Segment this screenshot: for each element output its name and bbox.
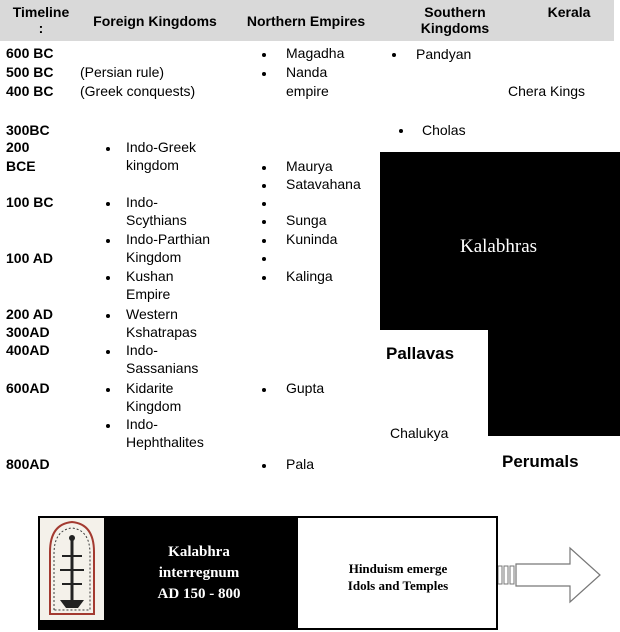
timeline-label: 100 BC [6, 194, 54, 210]
bullet-icon [106, 276, 110, 280]
foreign-kingdom-line: Kidarite [126, 380, 174, 396]
timeline-label: 300AD [6, 324, 50, 340]
timeline-label: 200 AD [6, 306, 53, 322]
foreign-kingdom-line: Kshatrapas [126, 324, 197, 340]
northern-empire-line: Nanda [286, 64, 328, 80]
timeline-label: 300BC [6, 122, 50, 138]
chalukya-label: Chalukya [390, 425, 449, 441]
bullet-icon [262, 276, 266, 280]
bullet-icon [106, 350, 110, 354]
arrow-right-icon [498, 544, 602, 606]
timeline-label: 100 AD [6, 250, 53, 266]
header-timeline: Timeline : [12, 4, 70, 36]
foreign-kingdom-line: Kingdom [126, 249, 182, 265]
header-southern-kingdoms: Southern Kingdoms [420, 4, 490, 36]
banner-right-line: Idols and Temples [347, 578, 449, 593]
banner-title-line: AD 150 - 800 [157, 586, 241, 602]
southern-kingdom-line: Cholas [422, 122, 466, 138]
foreign-kingdom-line: Sassanians [126, 360, 199, 376]
kerala-chera-kings: Chera Kings [508, 83, 586, 99]
foreign-kingdom-line: Indo- [126, 194, 158, 210]
bullet-icon [262, 166, 266, 170]
header-foreign-kingdoms: Foreign Kingdoms [93, 13, 217, 29]
header-northern-empires: Northern Empires [246, 13, 366, 29]
foreign-kingdom-line: Indo-Greek [126, 139, 197, 155]
northern-empire-line: Gupta [286, 380, 325, 396]
bullet-icon [262, 202, 266, 206]
timeline-label: 800AD [6, 456, 50, 472]
pallavas-label: Pallavas [386, 344, 455, 363]
foreign-kingdom-line: Western [126, 306, 178, 322]
bullet-icon [262, 257, 266, 261]
banner-title-line: interregnum [158, 565, 240, 581]
northern-empire-line: Kalinga [286, 268, 333, 284]
banner-hinduism-text [300, 560, 496, 594]
bullet-icon [106, 202, 110, 206]
northern-empire-line: Pala [286, 456, 315, 472]
bullet-icon [262, 239, 266, 243]
banner-title-line: Kalabhra [168, 544, 230, 560]
timeline-label: 400AD [6, 342, 50, 358]
northern-empire-line: Maurya [286, 158, 333, 174]
bullet-icon [262, 184, 266, 188]
bullet-icon [106, 147, 110, 151]
foreign-note: (Persian rule) [80, 64, 165, 80]
foreign-kingdom-line: Indo- [126, 342, 158, 358]
banner-title [124, 542, 274, 605]
northern-empire-line: Satavahana [286, 176, 361, 192]
foreign-kingdom-line: Indo-Parthian [126, 231, 211, 247]
foreign-kingdom-line: Scythians [126, 212, 187, 228]
bullet-icon [106, 314, 110, 318]
foreign-kingdom-line: Hephthalites [126, 434, 204, 450]
southern-kingdom-line: Pandyan [416, 46, 472, 62]
perumals-label: Perumals [502, 452, 579, 471]
foreign-kingdom-line: Indo- [126, 416, 158, 432]
bullet-icon [392, 53, 396, 57]
bullet-icon [262, 220, 266, 224]
temple-emblem-icon [40, 518, 104, 620]
banner-right-line: Hinduism emerge [348, 561, 448, 576]
northern-empire-line: empire [286, 83, 329, 99]
kalabhras-label: Kalabhras [460, 236, 538, 257]
bullet-icon [262, 464, 266, 468]
bullet-icon [106, 388, 110, 392]
bullet-icon [262, 53, 266, 57]
timeline-label: BCE [6, 158, 36, 174]
timeline-label: 500 BC [6, 64, 54, 80]
northern-empire-line: Kuninda [286, 231, 338, 247]
foreign-kingdom-line: Empire [126, 286, 171, 302]
header-kerala: Kerala [547, 4, 591, 20]
northern-empire-line: Sunga [286, 212, 327, 228]
timeline-label: 600 BC [6, 45, 54, 61]
bullet-icon [106, 239, 110, 243]
kalabhras-block-extension [488, 330, 620, 436]
bullet-icon [106, 424, 110, 428]
northern-empire-line: Magadha [286, 45, 345, 61]
bullet-icon [262, 72, 266, 76]
foreign-kingdom-line: Kingdom [126, 398, 182, 414]
foreign-note: (Greek conquests) [80, 83, 196, 99]
bullet-icon [399, 129, 403, 133]
bullet-icon [262, 388, 266, 392]
foreign-kingdom-line: Kushan [126, 268, 174, 284]
timeline-label: 400 BC [6, 83, 54, 99]
timeline-label: 600AD [6, 380, 50, 396]
timeline-label: 200 [6, 139, 30, 155]
foreign-kingdom-line: kingdom [126, 157, 179, 173]
